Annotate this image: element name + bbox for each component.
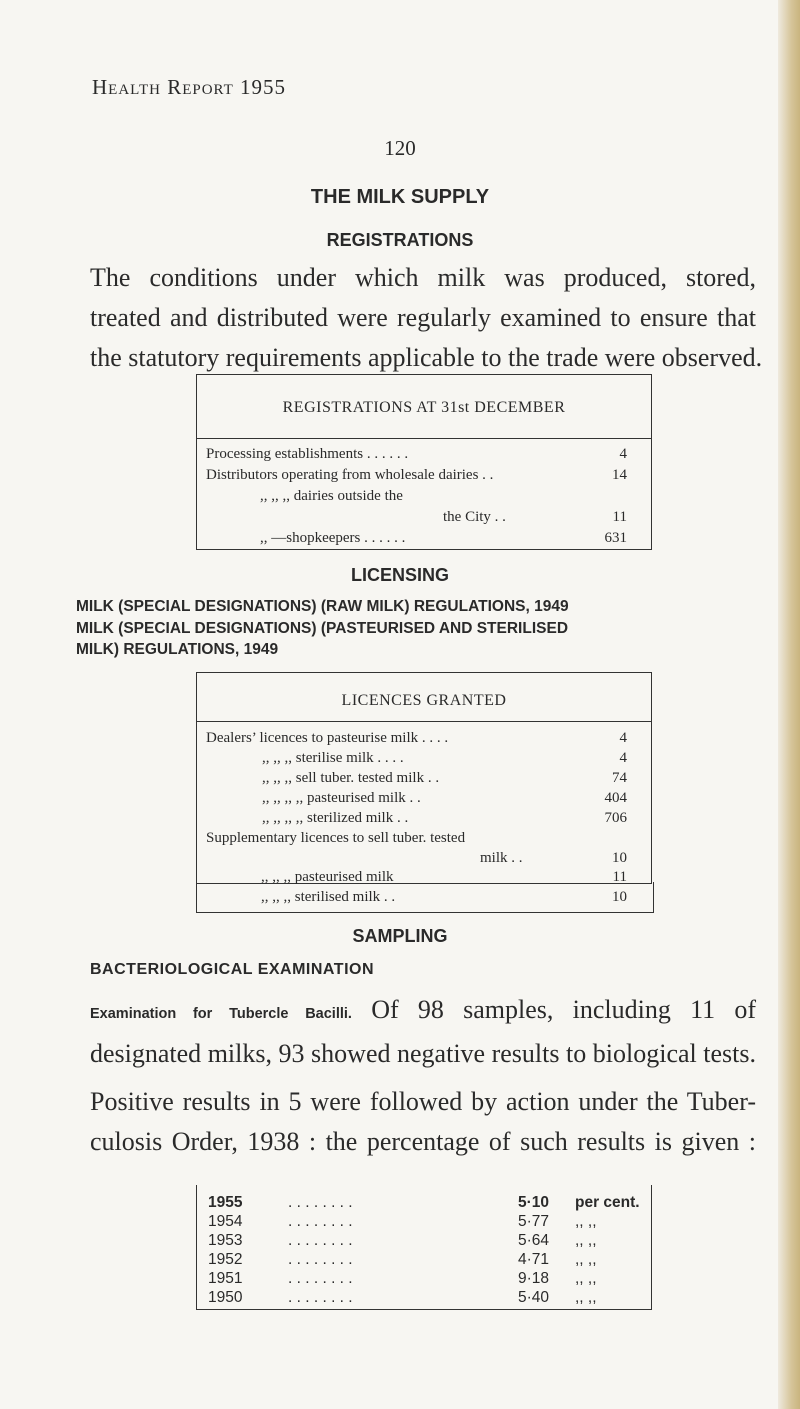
paragraph-line [90, 990, 756, 1034]
percentage-unit: ,, ,, [575, 1232, 597, 1249]
table-row-value: 11 [612, 869, 627, 885]
table-row-label: the City . . [443, 509, 506, 525]
table-row-value: 14 [612, 467, 627, 483]
leader-dots: . . . . . . . . [288, 1270, 353, 1287]
table-row-value: 10 [612, 850, 627, 866]
table-row-value: 706 [604, 810, 627, 826]
registrations-heading: REGISTRATIONS [326, 230, 474, 250]
table-divider [197, 721, 651, 722]
table-row-value: 11 [612, 509, 627, 525]
registrations-table-title: REGISTRATIONS AT 31st DECEMBER [282, 399, 566, 416]
regulation-title: MILK) REGULATIONS, 1949 [76, 641, 279, 658]
paragraph-line: culosis Order, 1938 : the percentage of such results is given : [90, 1127, 756, 1156]
leader-dots: . . . . . . . . [288, 1232, 353, 1249]
table-row-value: 631 [604, 530, 627, 546]
percentage-value: 9·18 [518, 1270, 550, 1287]
paragraph-line: Positive results in 5 were followed by action under the Tuber- [90, 1087, 756, 1116]
table-row-label: milk . . [480, 850, 523, 866]
table-divider [197, 438, 651, 439]
table-row-value: 74 [612, 770, 627, 786]
percentage-value: 5·10 [518, 1194, 550, 1211]
table-row-label: Supplementary licences to sell tuber. tested [206, 830, 466, 846]
running-head: Health Report 1955 [92, 75, 287, 99]
table-row-label: Distributors operating from wholesale dairies . . [206, 467, 494, 483]
paragraph-text: Of 98 samples, including 11 of [371, 995, 757, 1024]
percentage-value: 5·64 [518, 1232, 550, 1249]
registrations-table [196, 374, 652, 550]
licensing-heading: LICENSING [350, 565, 449, 585]
table-row-label: Dealers’ licences to pasteurise milk . . . . [206, 730, 449, 746]
year-label: 1953 [208, 1232, 243, 1249]
sampling-paragraph [90, 990, 756, 1162]
table-row-label: Processing establishments . . . . . . [206, 446, 409, 462]
percentage-unit: ,, ,, [575, 1213, 597, 1230]
table-row-label: ,, ,, ,, sterilised milk . . [261, 889, 396, 905]
table-row-label: ,, ,, ,, sell tuber. tested milk . . [262, 770, 440, 786]
paragraph-line: treated and distributed were regularly examined to ensure that [90, 303, 756, 332]
section-title: THE MILK SUPPLY [310, 186, 490, 208]
table-row-value: 404 [604, 790, 627, 806]
table-row-label: ,, —shopkeepers . . . . . . [260, 530, 406, 546]
table-row-label: ,, ,, ,, pasteurised milk [261, 869, 394, 885]
table-row-label: ,, ,, ,, dairies outside the [260, 488, 403, 504]
year-label: 1951 [208, 1270, 243, 1287]
licences-table-extension [196, 882, 654, 913]
run-in-heading: Examination for Tubercle Bacilli. [90, 1006, 352, 1022]
year-label: 1952 [208, 1251, 243, 1268]
year-label: 1955 [208, 1194, 243, 1211]
percentage-value: 4·71 [518, 1251, 550, 1268]
table-row-value: 4 [619, 446, 627, 462]
paragraph-line: The conditions under which milk was produced, stored, [90, 263, 756, 292]
percentage-unit: per cent. [575, 1194, 640, 1211]
page-number: 120 [384, 136, 416, 160]
leader-dots: . . . . . . . . [288, 1251, 353, 1268]
percentage-value: 5·77 [518, 1213, 550, 1230]
table-row-label: ,, ,, ,, sterilise milk . . . . [262, 750, 404, 766]
percentage-value: 5·40 [518, 1289, 550, 1306]
leader-dots: . . . . . . . . [288, 1213, 353, 1230]
regulation-title: MILK (SPECIAL DESIGNATIONS) (RAW MILK) REGULATIONS, 1949 [76, 598, 569, 615]
regulation-title: MILK (SPECIAL DESIGNATIONS) (PASTEURISED AND STERILISED [76, 620, 569, 637]
leader-dots: . . . . . . . . [288, 1194, 353, 1211]
table-row-value: 4 [619, 730, 627, 746]
bacteriological-heading: BACTERIOLOGICAL EXAMINATION [90, 961, 375, 978]
table-row-value: 4 [619, 750, 627, 766]
leader-dots: . . . . . . . . [288, 1289, 353, 1306]
paragraph-line: the statutory requirements applicable to the trade were observed. [90, 343, 763, 372]
sampling-heading: SAMPLING [352, 926, 448, 946]
percentage-unit: ,, ,, [575, 1289, 597, 1306]
year-label: 1954 [208, 1213, 243, 1230]
percentage-unit: ,, ,, [575, 1270, 597, 1287]
licences-table [196, 672, 652, 884]
table-row-label: ,, ,, ,, ,, pasteurised milk . . [262, 790, 421, 806]
table-row-value: 10 [612, 889, 627, 905]
paragraph-line: designated milks, 93 showed negative results to biological tests. [90, 1039, 756, 1068]
year-label: 1950 [208, 1289, 243, 1306]
table-row-label: ,, ,, ,, ,, sterilized milk . . [262, 810, 409, 826]
registrations-paragraph [90, 258, 763, 378]
percentage-unit: ,, ,, [575, 1251, 597, 1268]
licences-table-title: LICENCES GRANTED [341, 692, 507, 709]
page-edge-shading [778, 0, 800, 1409]
